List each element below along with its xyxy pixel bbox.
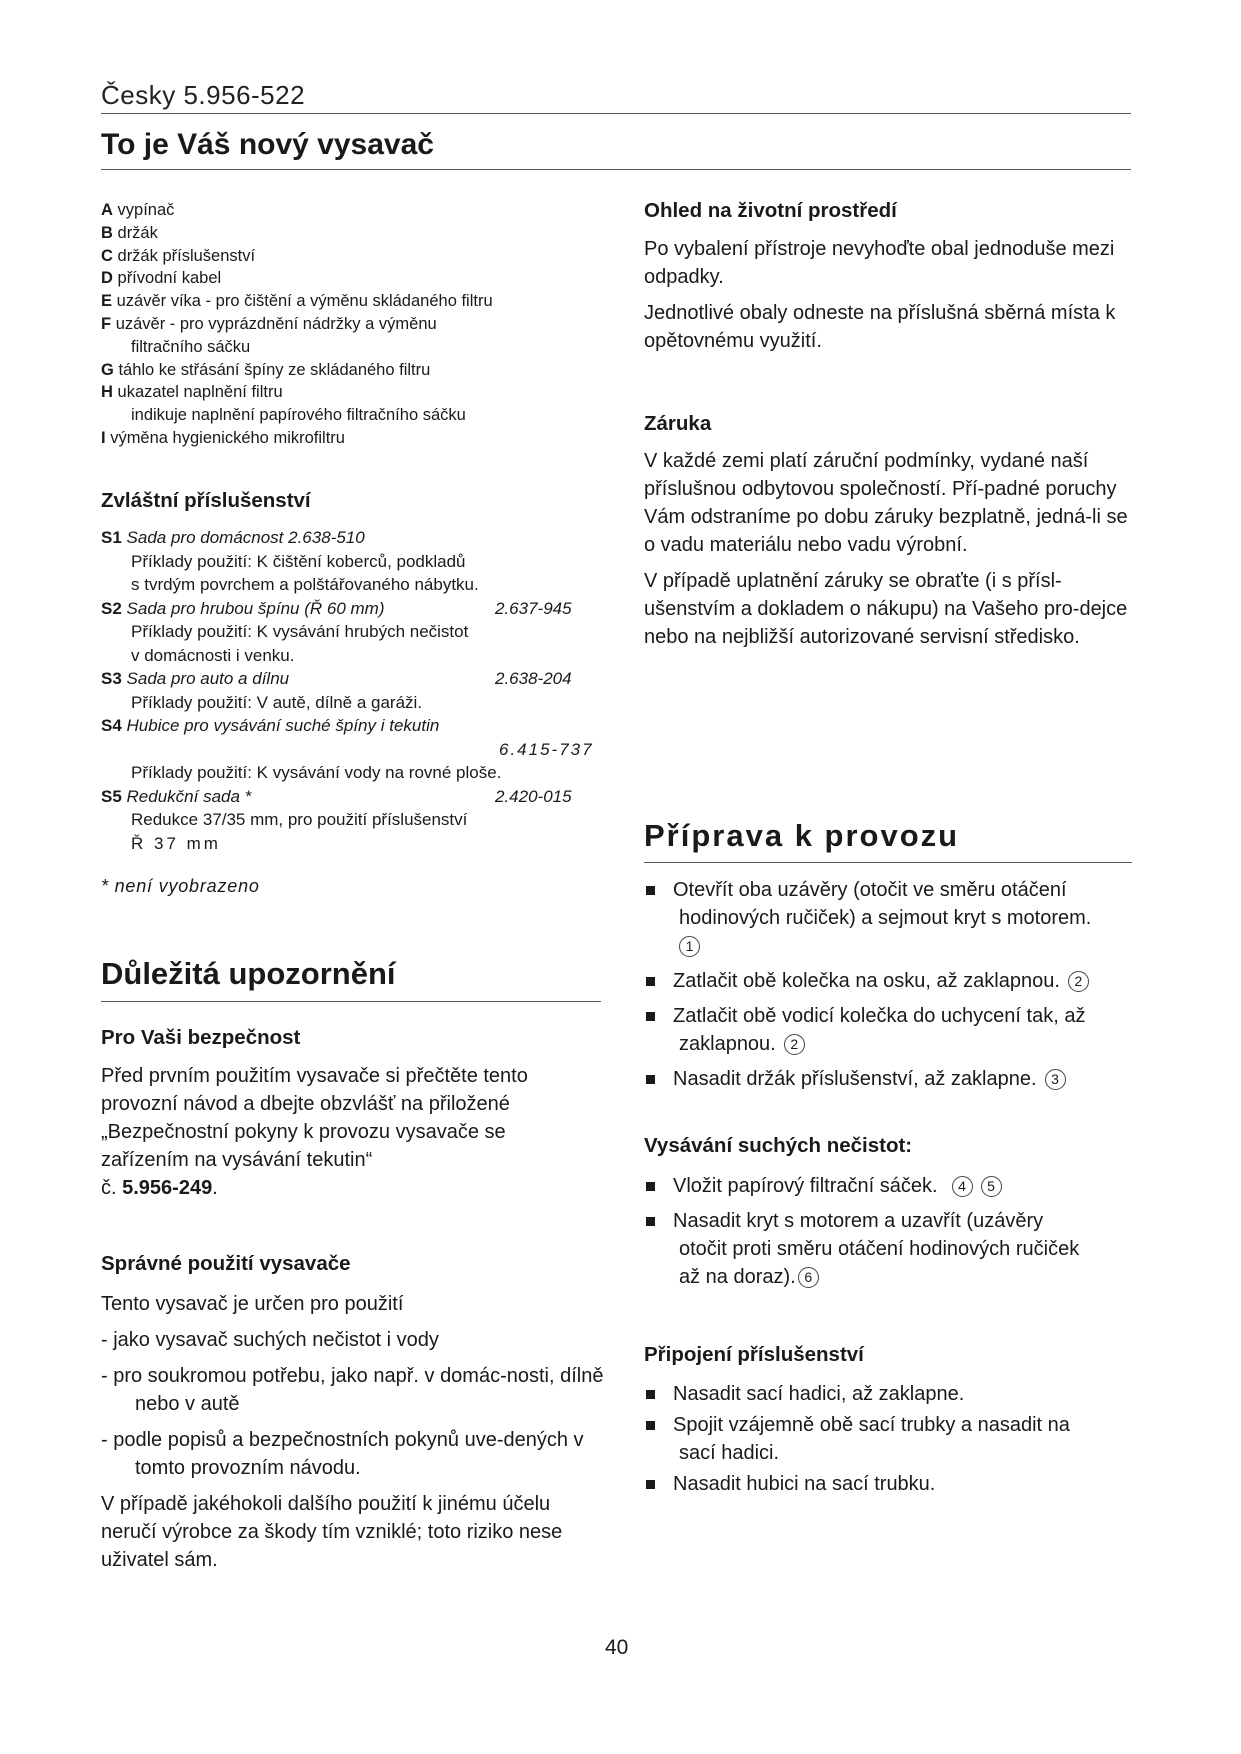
part-f-cont: filtračního sáčku [131, 337, 251, 356]
part-a: A vypínač [101, 201, 175, 219]
important-rule [101, 1001, 601, 1002]
environment-text: Po vybalení přístroje nevyhoďte obal jednoduše mezi odpadky. Jednotlivé obaly odneste na příslušná sběrná místa k opětovnému využití. [644, 238, 1116, 352]
part-h-cont: indikuje naplnění papírového filtračního sáčku [131, 406, 466, 425]
accessory-s1-desc: Příklady použití: K čištění koberců, podkladů [131, 551, 466, 571]
use-text: Tento vysavač je určen pro použití - jako vysavač suchých nečistot i vody - pro soukromou potřebu, jako např. v domác-nosti, dílně nebo v autě - podle popisů a bezpečnostních pokynů uve-dených v tomto provozním návodu. V případě jakéhokoli dalšího použití k jinému účelu neručí výrobce za škody tím vzniklé; toto riziko nese uživatel sám. [101, 1293, 604, 1571]
part-d: D přívodní kabel [101, 269, 222, 288]
figure-ref-2b-icon: 2 [784, 1034, 805, 1055]
accessories-list [101, 526, 621, 855]
page-title: To je Váš nový vysavač [101, 128, 434, 161]
conn-step-3: Nasadit hubici na sací trubku. [644, 1470, 1136, 1498]
figure-ref-6-icon: 6 [798, 1267, 819, 1288]
accessory-s5: S5 Redukční sada * 2.420-015 [101, 786, 572, 806]
dry-step-2: Nasadit kryt s motorem a uzavřít (uzávěry otočit proti směru otáčení hodinových ručiček až na doraz). 6 [644, 1207, 1136, 1291]
preparation-rule [644, 862, 1132, 863]
warranty-text: V každé zemi platí záruční podmínky, vydané naší příslušnou odbytovou společností. Pří-padné poruchy Vám odstraníme po dobu záruky bezplatně, jedná-li se o vadu materiálu nebo vadu výrobní. V případě uplatnění záruky se obraťte (i s přísl-ušenstvím a dokladem o nákupu) na Vašeho pro-dejce nebo na nejbližší autorizované servisní středisko. [644, 450, 1128, 648]
part-c: C držák příslušenství [101, 246, 256, 265]
accessory-s4: S4 Hubice pro vysávání suché špíny i tekutin [101, 716, 440, 735]
prep-step-1: Otevřít oba uzávěry (otočit ve směru otáčení hodinových ručiček) a sejmout kryt s motorem. 1 [644, 876, 1136, 960]
title-rule [101, 169, 1131, 170]
accessory-connection-steps [644, 1380, 1136, 1505]
conn-step-2: Spojit vzájemně obě sací trubky a nasadit na sací hadici. [644, 1411, 1136, 1467]
figure-ref-5-icon: 5 [981, 1176, 1002, 1197]
use-heading: Správné použití vysavače [101, 1252, 351, 1275]
parts-list [101, 199, 601, 450]
accessory-s3-desc: Příklady použití: V autě, dílně a garáži. [131, 692, 423, 712]
accessory-s4-code-row: 6.415-737 [499, 739, 594, 759]
figure-ref-4-icon: 4 [952, 1176, 973, 1197]
part-g: G táhlo ke střásání špíny ze skládaného filtru [101, 360, 431, 379]
safety-text: Před prvním použitím vysavače si přečtěte tento provozní návod a dbejte obzvlášť na přiložené „Bezpečnostní pokyny k provozu vysavače se zařízením na vysávání tekutin“ č. 5.956-249. [101, 1065, 528, 1199]
part-h: H ukazatel naplnění filtru [101, 383, 283, 402]
accessory-s5-desc-2: Ř 37 mm [131, 833, 221, 853]
header-rule [101, 113, 1131, 114]
accessories-heading: Zvláštní příslušenství [101, 489, 311, 512]
accessory-s2: S2 Sada pro hrubou špínu (Ř 60 mm) 2.637-945 [101, 598, 572, 618]
prep-step-2: Zatlačit obě kolečka na osku, až zaklapnou. 2 [644, 967, 1136, 995]
accessory-s2-desc: Příklady použití: K vysávání hrubých nečistot [131, 622, 469, 641]
safety-heading: Pro Vaši bezpečnost [101, 1026, 301, 1049]
figure-ref-3-icon: 3 [1045, 1069, 1066, 1090]
figure-ref-1-icon: 1 [679, 936, 700, 957]
language-model-code: Česky 5.956-522 [101, 80, 306, 110]
part-f: F uzávěr - pro vyprázdnění nádržky a výměnu [101, 314, 437, 333]
dry-vacuum-heading: Vysávání suchých nečistot: [644, 1134, 913, 1157]
part-b: B držák [101, 223, 158, 242]
accessory-connection-heading: Připojení příslušenství [644, 1343, 864, 1366]
important-heading: Důležitá upozornění [101, 956, 396, 991]
page-number: 40 [605, 1636, 629, 1659]
accessory-s5-desc: Redukce 37/35 mm, pro použití příslušenství [131, 810, 468, 829]
dry-vacuum-steps [644, 1172, 1136, 1298]
accessory-s1-desc-2: s tvrdým povrchem a polštářovaného nábytku. [131, 575, 479, 594]
conn-step-1: Nasadit sací hadici, až zaklapne. [644, 1380, 1136, 1408]
warranty-heading: Záruka [644, 412, 712, 435]
part-e: E uzávěr víka - pro čištění a výměnu skládaného filtru [101, 292, 493, 311]
preparation-heading: Příprava k provozu [644, 818, 960, 853]
preparation-steps [644, 876, 1136, 1100]
accessory-s1: S1 Sada pro domácnost 2.638-510 [101, 528, 365, 547]
footnote-not-shown: * není vyobrazeno [101, 876, 260, 896]
prep-step-3: Zatlačit obě vodicí kolečka do uchycení tak, až zaklapnou. 2 [644, 1002, 1136, 1058]
accessory-s2-desc-2: v domácnosti i venku. [131, 645, 295, 665]
figure-ref-2-icon: 2 [1068, 971, 1089, 992]
accessory-s4-desc: Příklady použití: K vysávání vody na rovné ploše. [131, 763, 502, 782]
safety-doc-number: 5.956-249 [122, 1177, 213, 1199]
accessory-s3: S3 Sada pro auto a dílnu 2.638-204 [101, 669, 572, 688]
part-i: I výměna hygienického mikrofiltru [101, 428, 345, 447]
dry-step-1: Vložit papírový filtrační sáček. 4 5 [644, 1172, 1136, 1200]
environment-heading: Ohled na životní prostředí [644, 199, 897, 222]
prep-step-4: Nasadit držák příslušenství, až zaklapne. 3 [644, 1065, 1136, 1093]
